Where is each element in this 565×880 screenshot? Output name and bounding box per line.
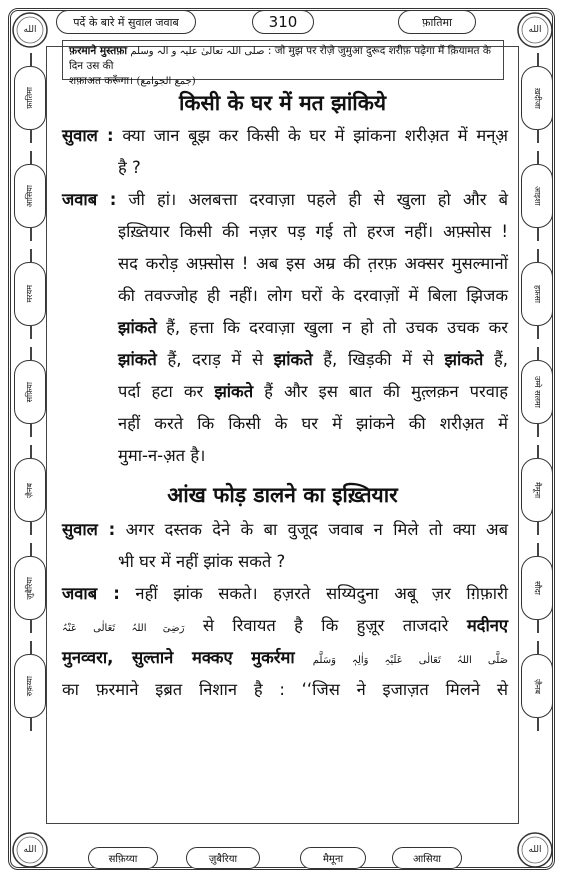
side-medallion-left: सफ़िया [14,360,46,424]
notice-source: (جمع الجوامع) [136,76,196,87]
question-label: सुवाल : [62,126,114,145]
answer-line: झांकते हैं, हत्ता कि दरवाज़ा खुला न हो तो उचक उचक कर [118,318,508,337]
side-medallion-left: ज़ैनब [14,458,46,522]
footer-name-tab: ज़ुबैरिया [186,847,260,869]
page-number: 310 [252,10,314,34]
side-medallion-right: हफ़सा [521,262,553,326]
answer-line: पर्दा हटा कर झांकते हैं और इस बात की मुत़्लक़न परवाह [118,382,508,401]
corner-ornament-bottom-right: الله [513,828,557,872]
question-line: है ? [118,158,141,177]
answer-label: जवाब : [62,584,120,603]
answer-line: की तवज्जोह ही नहीं। लोग घरों के दरवाज़ों में बिला झिजक [118,286,508,305]
notice-text: : जो मुझ पर रोज़े जुमुआ दुरूद शरीफ़ पढ़ेगा मैं क़ियामत के दिन उस की [69,45,491,72]
answer-line: का फ़रमाने इब्रत निशान है : ‘‘जिस ने इजाज़त मिलने से [62,680,508,699]
answer-line: मुनव्वरा, सुल्ताने मक्कए मुकर्रमा صَلَّی اللہُ تَعَالٰی عَلَیْہِ وَاٰلِہٖ وَسَلَّم [62,648,509,667]
side-medallion-left: रुक़य्या [14,654,46,718]
footer-name-tab: सफ़िय्या [88,847,158,869]
answer-line: नहीं करते कि किसी के घर में झांकने की शरीअ़त में [118,414,508,433]
answer-line: सद करोड़ अफ़्सोस ! अब इस अम्र की त़रफ़ अक्सर मुसल्मानों [118,254,508,273]
answer-label: जवाब : [62,190,117,209]
side-medallion-left: मरयम [14,262,46,326]
side-medallion-right: उम्मे सलमा [521,360,553,424]
question-line: सुवाल : अगर दस्तक देने के बा वुजूद जवाब न मिले तो क्या अब [62,520,508,539]
answer-line: झांकते हैं, दराड़ में से झांकते हैं, खिड़की में से झांकते हैं, [118,350,508,369]
question-line: सुवाल : क्या जान बूझ कर किसी के घर में झांकना शरीअ़त में मन्अ़ [62,126,509,145]
side-medallion-left: आसिया [14,164,46,228]
corner-ornament-bottom-left: الله [8,828,52,872]
section-heading: आंख फोड़ डालने का इख़्तियार [167,483,398,507]
corner-ornament-top-left: الله [8,8,52,52]
answer-line: जवाब : जी हां। अलबत्ता दरवाज़ा पहले ही से खुला हो और बे [62,190,508,209]
answer-line: मुमा-न-अ़त है। [118,446,206,465]
answer-line: जवाब : नहीं झांक सकते। हज़रते सय्यिदुना अबू ज़र ग़िफ़ारी [62,584,508,603]
side-medallion-right: ख़दीजा [521,66,553,130]
side-medallion-right: मैमूना [521,458,553,522]
side-medallion-left: ज़ुबैरिया [14,556,46,620]
side-medallion-left: फ़ातिमा [14,66,46,130]
footer-name-tab: मैमूना [300,847,366,869]
arabic-salawat: صَلَّی اللہُ تَعَالٰی عَلَیْہِ وَاٰلِہٖ وَسَلَّم [312,655,509,666]
hadith-notice-box [62,40,504,87]
section-heading: किसी के घर में मत झांकिये [178,91,387,115]
notice-text-2: शफ़ाअत करूँगा। [69,75,134,87]
notice-lead: फ़रमाने मुस्तफ़ा [69,45,128,57]
question-label: सुवाल : [62,520,116,539]
side-medallion-right: ज़ैनब [521,654,553,718]
corner-ornament-top-right: الله [513,8,557,52]
notice-salawat: صلی اللہ تعالیٰ علیہ و الہ وسلم [130,46,265,57]
side-medallion-right: आइशा [521,164,553,228]
arabic-honorific: رَضِیَ اللہُ تَعَالٰی عَنْہُ [62,623,185,634]
answer-line: इख़्तियार किसी की नज़र पड़ गई तो हरज नहीं। अफ़्सोस ! [118,222,508,241]
running-title: पर्दे के बारे में सुवाल जवाब [56,10,196,34]
question-line: भी घर में नहीं झांक सकते ? [118,552,286,571]
top-name-tab: फ़ातिमा [398,10,476,34]
side-medallion-right: सौदा [521,556,553,620]
answer-line: رَضِیَ اللہُ تَعَالٰی عَنْہُ से रिवायत है कि हुज़ूर ताजदारे मदीनए [62,616,508,635]
footer-name-tab: आसिया [392,847,462,869]
